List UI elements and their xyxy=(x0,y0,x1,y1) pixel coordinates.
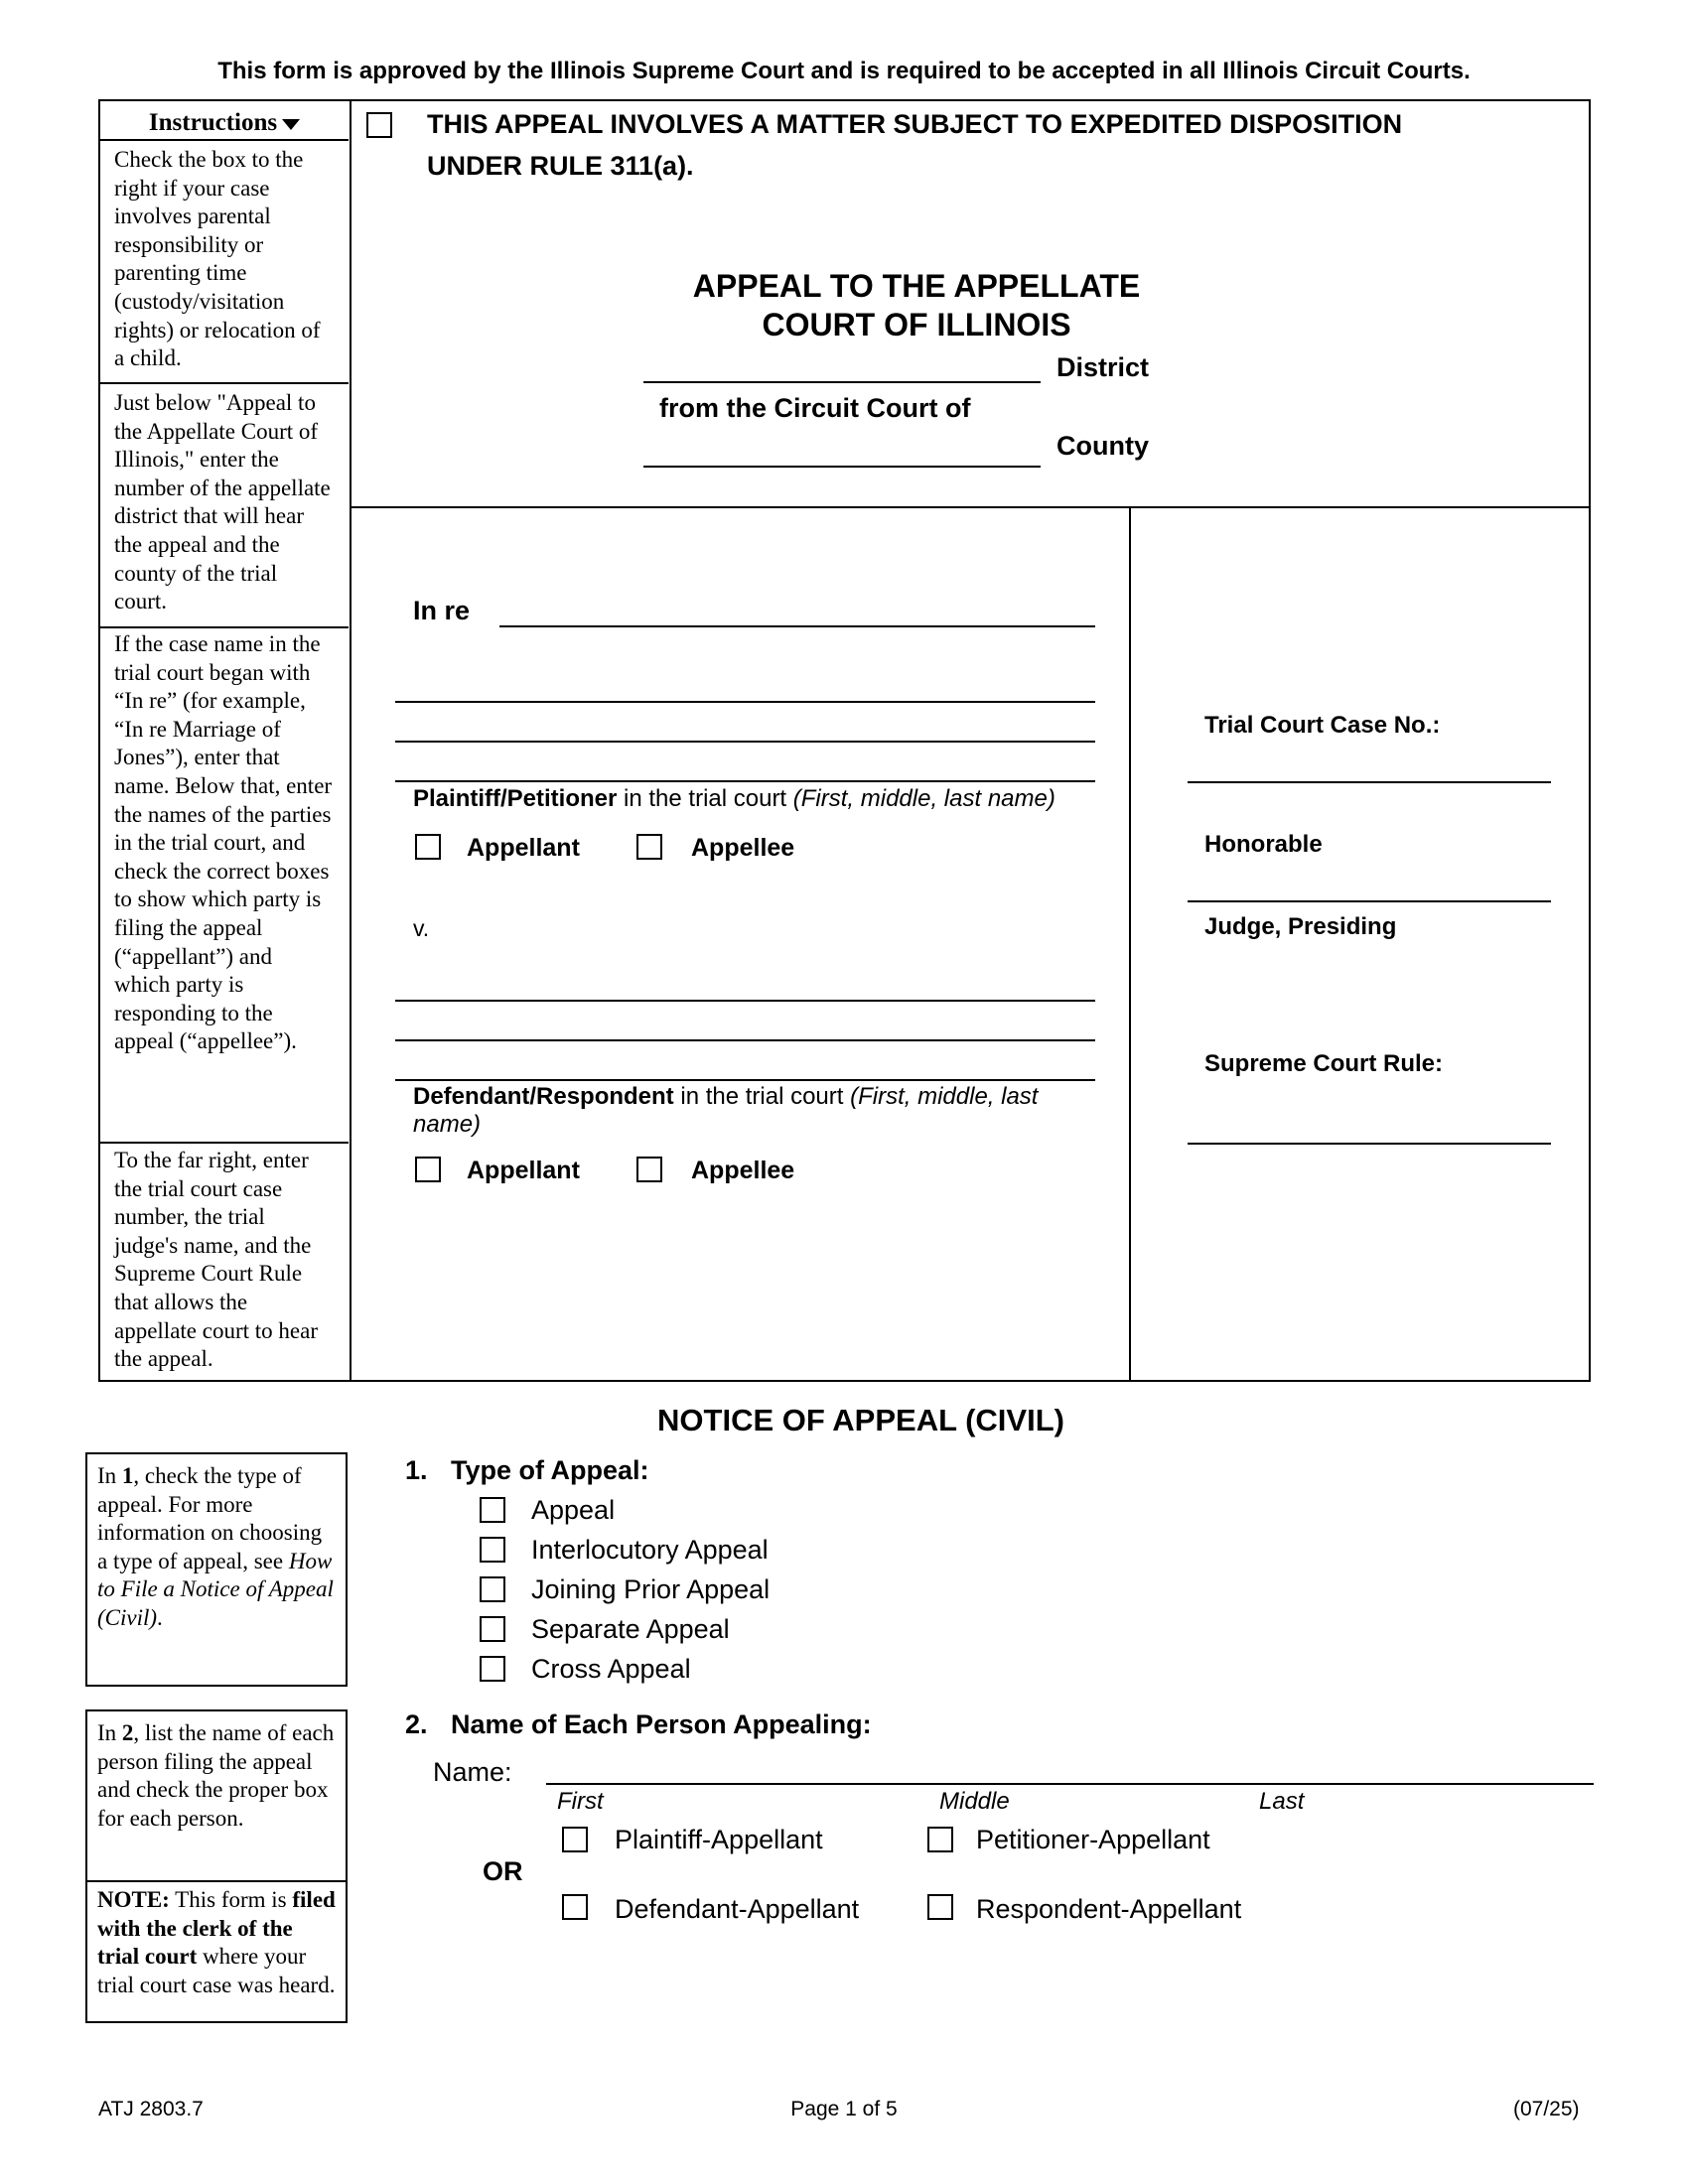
defendant-appellant-checkbox[interactable] xyxy=(415,1157,441,1182)
instructions-column xyxy=(100,101,349,1380)
rule-input-line[interactable] xyxy=(1188,1143,1551,1145)
caret-down-icon xyxy=(282,119,300,130)
plaintiff-line-2[interactable] xyxy=(395,741,1095,743)
or-label: OR xyxy=(483,1856,523,1886)
petitioner-appellant-role-label: Petitioner-Appellant xyxy=(976,1825,1210,1854)
plaintiff-appellee-label: Appellee xyxy=(691,834,795,862)
defendant-appellee-label: Appellee xyxy=(691,1157,795,1184)
plaintiff-appellant-role-label: Plaintiff-Appellant xyxy=(615,1825,823,1854)
expedited-label-line1: THIS APPEAL INVOLVES A MATTER SUBJECT TO EXPEDITED DISPOSITION xyxy=(427,109,1403,139)
instruction-block-1: Check the box to the right if your case involves parental responsibility or parenting time (custody/visitation rights) or relocation of a child. xyxy=(114,147,321,371)
section1-title: Type of Appeal: xyxy=(451,1455,649,1485)
note-text1: This form is xyxy=(169,1887,293,1912)
instruction-block-3: If the case name in the trial court began with “In re” (for example, “In re Marriage of Jones”), enter that name. Below that, enter the names of the parties in the trial court, and check the correct boxes to show which party is filing the appeal (“appellant”) and which party is responding to the appeal (“appellee”). xyxy=(114,631,333,1054)
plaintiff-label xyxy=(413,785,1055,813)
section2-number: 2. xyxy=(405,1709,428,1739)
appeal-type-label-4: Cross Appeal xyxy=(531,1654,691,1684)
instr-divider-3 xyxy=(100,1142,349,1144)
judge-input-line[interactable] xyxy=(1188,900,1551,902)
appeal-type-checkbox-2[interactable] xyxy=(480,1576,505,1602)
name-input-line[interactable] xyxy=(546,1783,1594,1785)
last-label: Last xyxy=(1259,1788,1305,1815)
appeal-type-label-3: Separate Appeal xyxy=(531,1614,730,1644)
appeal-type-checkbox-1[interactable] xyxy=(480,1537,505,1563)
case-no-input-line[interactable] xyxy=(1188,781,1551,783)
side2-text: , list the name of each person filing the appeal and check the proper box for each person. xyxy=(97,1720,335,1831)
county-input-line[interactable] xyxy=(643,466,1041,468)
in-re-label: In re xyxy=(413,596,471,625)
supreme-court-rule-label: Supreme Court Rule: xyxy=(1204,1050,1444,1077)
side2-num: 2 xyxy=(121,1720,134,1745)
name-label: Name: xyxy=(433,1757,512,1787)
plaintiff-line-3[interactable] xyxy=(395,780,1095,782)
plaintiff-label-bold: Plaintiff/Petitioner xyxy=(413,785,618,812)
instruction-block-4: To the far right, enter the trial court case number, the trial judge's name, and the Supreme Court Rule that allows the appellate court to hear the appeal. xyxy=(114,1148,318,1372)
respondent-appellant-role-label: Respondent-Appellant xyxy=(976,1894,1242,1924)
court-title-line1: APPEAL TO THE APPELLATE xyxy=(692,268,1141,304)
expedited-checkbox[interactable] xyxy=(366,112,392,138)
in-re-input-line[interactable] xyxy=(499,625,1095,627)
instr-divider-1 xyxy=(100,382,349,384)
side2-prefix: In xyxy=(97,1720,122,1745)
court-title-line2: COURT OF ILLINOIS xyxy=(762,307,1071,342)
defendant-appellant-role-checkbox[interactable] xyxy=(562,1894,588,1920)
defendant-line-3[interactable] xyxy=(395,1079,1095,1081)
appeal-type-label-0: Appeal xyxy=(531,1495,616,1525)
appeal-type-checkbox-3[interactable] xyxy=(480,1616,505,1642)
defendant-appellee-checkbox[interactable] xyxy=(636,1157,662,1182)
footer-form-id: ATJ 2803.7 xyxy=(98,2098,204,2120)
expedited-label-line2: UNDER RULE 311(a). xyxy=(427,151,694,181)
footer-revision: (07/25) xyxy=(1513,2098,1580,2120)
side1-num: 1 xyxy=(121,1463,134,1488)
case-info-divider xyxy=(1129,506,1131,1382)
from-circuit-label: from the Circuit Court of xyxy=(659,393,971,423)
footer-page-number: Page 1 of 5 xyxy=(790,2098,898,2120)
respondent-appellant-role-checkbox[interactable] xyxy=(927,1894,953,1920)
versus-label: v. xyxy=(413,915,430,941)
defendant-line-2[interactable] xyxy=(395,1039,1095,1041)
case-no-label: Trial Court Case No.: xyxy=(1204,712,1441,739)
plaintiff-appellee-checkbox[interactable] xyxy=(636,834,662,860)
side1-end: . xyxy=(157,1604,163,1630)
defendant-appellant-role-label: Defendant-Appellant xyxy=(615,1894,860,1924)
defendant-line-1[interactable] xyxy=(395,1000,1095,1002)
middle-label: Middle xyxy=(939,1788,1010,1815)
appeal-type-checkbox-4[interactable] xyxy=(480,1656,505,1682)
instructions-title-text: Instructions xyxy=(148,109,278,136)
header-divider xyxy=(350,506,1591,508)
instr-divider-0 xyxy=(100,139,349,141)
plaintiff-label-rest: in the trial court xyxy=(617,785,793,812)
appeal-type-label-2: Joining Prior Appeal xyxy=(531,1574,771,1604)
petitioner-appellant-role-checkbox[interactable] xyxy=(927,1827,953,1852)
defendant-label-bold: Defendant/Respondent xyxy=(413,1083,674,1110)
appeal-type-label-1: Interlocutory Appeal xyxy=(531,1535,769,1565)
plaintiff-appellant-checkbox[interactable] xyxy=(415,834,441,860)
judge-presiding-label: Judge, Presiding xyxy=(1204,913,1397,940)
side-instruction-1 xyxy=(85,1452,348,1687)
side1-prefix: In xyxy=(97,1463,122,1488)
county-label: County xyxy=(1056,431,1149,461)
approval-notice: This form is approved by the Illinois Supreme Court and is required to be accepted in all Illinois Circuit Courts. xyxy=(217,58,1471,84)
defendant-label-rest: in the trial court xyxy=(673,1083,851,1110)
defendant-label-italic-2: name) xyxy=(413,1111,482,1138)
section1-number: 1. xyxy=(405,1455,428,1485)
side1-italic: How to File a Notice of Appeal (Civil) xyxy=(97,1548,334,1630)
defendant-label-italic-1: (First, middle, last xyxy=(850,1083,1039,1110)
instruction-block-2: Just below "Appeal to the Appellate Court of Illinois," enter the number of the appellate district that will hear the appeal and the county of the trial court. xyxy=(114,390,331,614)
note-bold1: NOTE: xyxy=(97,1887,170,1912)
plaintiff-line-1[interactable] xyxy=(395,701,1095,703)
notice-title: NOTICE OF APPEAL (CIVIL) xyxy=(657,1403,1064,1437)
side-instruction-2 xyxy=(85,1709,348,1882)
note-text2: where your trial court case was heard. xyxy=(97,1944,336,1997)
note-box xyxy=(85,1880,348,2023)
section2-title: Name of Each Person Appealing: xyxy=(451,1709,872,1739)
instructions-title xyxy=(100,109,349,137)
district-label: District xyxy=(1056,352,1150,382)
plaintiff-appellant-role-checkbox[interactable] xyxy=(562,1827,588,1852)
first-label: First xyxy=(557,1788,604,1815)
honorable-label: Honorable xyxy=(1204,831,1323,858)
instructions-divider xyxy=(350,99,352,1382)
defendant-label-line1 xyxy=(413,1083,1038,1111)
side1-text: , check the type of appeal. For more information on choosing a type of appeal, see xyxy=(97,1463,323,1573)
district-input-line[interactable] xyxy=(643,381,1041,383)
defendant-appellant-label: Appellant xyxy=(467,1157,580,1184)
plaintiff-label-italic: (First, middle, last name) xyxy=(792,785,1055,812)
note-bold2: filed with the clerk of the trial court xyxy=(97,1887,336,1970)
instr-divider-2 xyxy=(100,626,349,628)
plaintiff-appellant-label: Appellant xyxy=(467,834,580,862)
defendant-label-line2 xyxy=(413,1111,481,1139)
appeal-type-checkbox-0[interactable] xyxy=(480,1497,505,1523)
